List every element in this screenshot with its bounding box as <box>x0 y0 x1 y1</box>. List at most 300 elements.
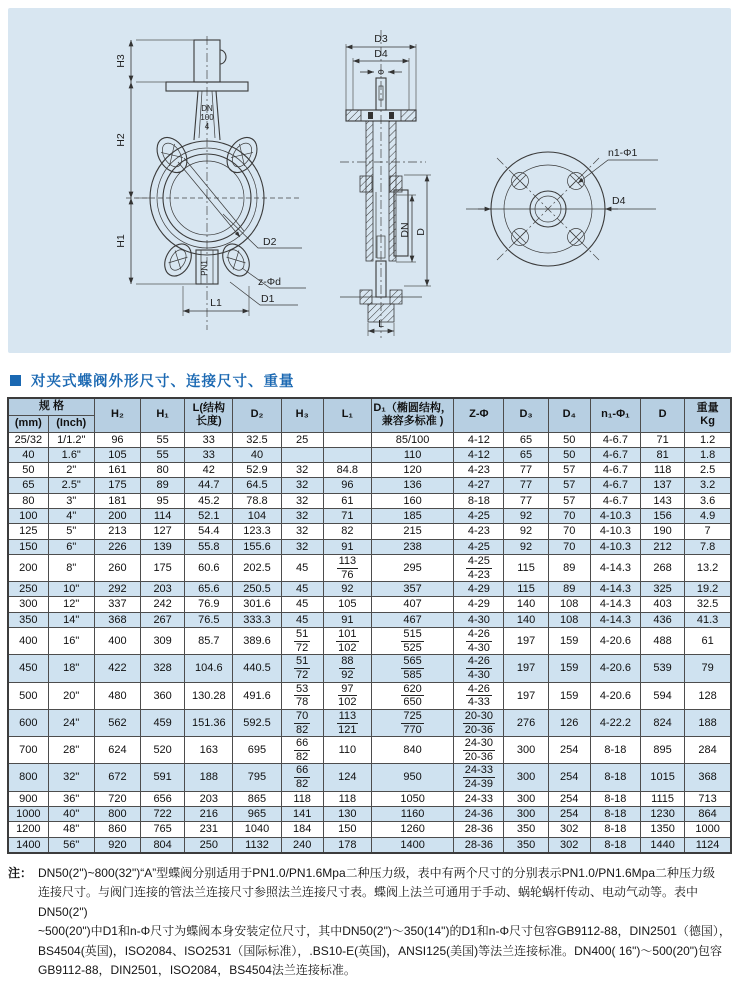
table-cell: 125 <box>8 524 48 539</box>
column-header: n₁-Φ₁ <box>590 398 640 432</box>
table-body <box>8 432 731 853</box>
table-cell: 8-18 <box>590 737 640 764</box>
table-cell: $\frac{24-30}{20-36}$ <box>454 737 504 764</box>
table-cell: 80 <box>8 493 48 508</box>
table-cell: 276 <box>504 709 548 736</box>
table-cell: 71 <box>323 508 371 523</box>
table-cell: 24" <box>48 709 94 736</box>
table-cell: 120 <box>371 463 453 478</box>
table-cell: 85/100 <box>371 432 453 447</box>
table-cell: 84.8 <box>323 463 371 478</box>
table-cell: 242 <box>141 597 185 612</box>
table-cell: 78.8 <box>233 493 281 508</box>
table-cell: 4-22.2 <box>590 709 640 736</box>
table-cell: 28-36 <box>454 822 504 837</box>
table-cell: 350 <box>8 612 48 627</box>
table-row <box>8 807 731 822</box>
table-cell: 33 <box>185 432 233 447</box>
table-cell: 123.3 <box>233 524 281 539</box>
table-cell: 3.6 <box>685 493 731 508</box>
column-header-spec: 规 格 <box>8 398 94 415</box>
table-cell: 50 <box>548 432 590 447</box>
table-cell: 254 <box>548 764 590 791</box>
dim-d4-label: D4 <box>374 48 388 60</box>
footnote-line: 连接尺寸。与阀门连接的管法兰连接尺寸参照法兰连接尺寸表。蝶阀上法兰可通用于手动、蜗轮蜗杆传动、电动气动等。表中DN50(2") <box>38 885 699 919</box>
table-cell: 115 <box>504 554 548 581</box>
table-cell: 55 <box>141 432 185 447</box>
table-cell: 65 <box>8 478 48 493</box>
table-cell: 4-23 <box>454 463 504 478</box>
table-cell: 895 <box>641 737 685 764</box>
table-row <box>8 478 731 493</box>
table-cell: 302 <box>548 822 590 837</box>
table-cell: 32 <box>281 493 323 508</box>
table-cell: 1/1.2" <box>48 432 94 447</box>
column-header: 重量 Kg <box>685 398 731 432</box>
table-cell: 656 <box>141 791 185 806</box>
table-cell: 57 <box>548 478 590 493</box>
table-cell: 178 <box>323 837 371 853</box>
table-cell: 108 <box>548 612 590 627</box>
table-cell: $\frac{66}{82}$ <box>281 764 323 791</box>
table-row <box>8 539 731 554</box>
table-cell: 480 <box>94 682 140 709</box>
dim-d3-label: D3 <box>374 33 388 45</box>
table-cell: 20" <box>48 682 94 709</box>
table-cell: 722 <box>141 807 185 822</box>
table-cell: 765 <box>141 822 185 837</box>
table-cell: 795 <box>233 764 281 791</box>
table-cell: 226 <box>94 539 140 554</box>
valve-drawing <box>8 8 731 352</box>
table-cell: 4-20.6 <box>590 655 640 682</box>
table-cell: 25 <box>281 432 323 447</box>
table-cell: 212 <box>641 539 685 554</box>
table-cell: 2.5" <box>48 478 94 493</box>
valve-drawing-panel <box>8 8 731 353</box>
table-cell: 400 <box>94 628 140 655</box>
table-cell: 824 <box>641 709 685 736</box>
table-cell: 95 <box>141 493 185 508</box>
section-title <box>10 370 739 391</box>
table-cell: 4-6.7 <box>590 447 640 462</box>
table-cell: 139 <box>141 539 185 554</box>
column-header: H₁ <box>141 398 185 432</box>
table-cell: 104.6 <box>185 655 233 682</box>
table-cell: 155.6 <box>233 539 281 554</box>
footnote <box>8 864 732 981</box>
front-view <box>115 36 306 330</box>
table-cell: 96 <box>94 432 140 447</box>
table-cell: 2.5 <box>685 463 731 478</box>
table-cell: 284 <box>685 737 731 764</box>
footnote-line: GB9112-88，DIN2501，ISO2084，BS4504法兰连接标准。 <box>38 963 356 978</box>
table-cell: 8-18 <box>590 807 640 822</box>
table-cell: 85.7 <box>185 628 233 655</box>
neck-dn-label: DN <box>201 104 213 113</box>
table-cell: 127 <box>141 524 185 539</box>
table-row <box>8 709 731 736</box>
table-cell: 118 <box>281 791 323 806</box>
table-cell: $\frac{20-30}{20-36}$ <box>454 709 504 736</box>
table-cell: 250 <box>185 837 233 853</box>
table-cell: 1015 <box>641 764 685 791</box>
table-cell: 24-36 <box>454 807 504 822</box>
table-cell: 105 <box>94 447 140 462</box>
table-cell: 300 <box>504 807 548 822</box>
table-cell: 200 <box>8 554 48 581</box>
table-row <box>8 628 731 655</box>
table-cell: 118 <box>323 791 371 806</box>
table-cell: 81 <box>641 447 685 462</box>
table-cell: 197 <box>504 628 548 655</box>
table-cell: 238 <box>371 539 453 554</box>
table-cell: 56" <box>48 837 94 853</box>
table-cell: 4-12 <box>454 432 504 447</box>
table-cell: 159 <box>548 628 590 655</box>
table-cell: 76.5 <box>185 612 233 627</box>
table-cell: 4-14.3 <box>590 582 640 597</box>
table-cell: 28" <box>48 737 94 764</box>
table-cell: 3" <box>48 493 94 508</box>
dim-d-label: D <box>415 228 427 236</box>
table-cell: 8-18 <box>590 764 640 791</box>
table-cell: 96 <box>323 478 371 493</box>
table-row <box>8 822 731 837</box>
table-cell: 40 <box>233 447 281 462</box>
table-cell: 4-10.3 <box>590 539 640 554</box>
table-cell: 520 <box>141 737 185 764</box>
dim-dn-label: DN <box>399 222 411 238</box>
table-cell: 592.5 <box>233 709 281 736</box>
table-cell: 216 <box>185 807 233 822</box>
table-cell: 7 <box>685 524 731 539</box>
table-cell: 4-25 <box>454 508 504 523</box>
table-cell: 865 <box>233 791 281 806</box>
table-cell: $\frac{4-26}{4-30}$ <box>454 628 504 655</box>
table-cell: 91 <box>323 612 371 627</box>
table-cell: 804 <box>141 837 185 853</box>
column-header: D₃ <box>504 398 548 432</box>
table-row <box>8 447 731 462</box>
table-cell: 70 <box>548 508 590 523</box>
table-cell: 202.5 <box>233 554 281 581</box>
table-row <box>8 612 731 627</box>
table-cell: 713 <box>685 791 731 806</box>
table-cell: 114 <box>141 508 185 523</box>
table-cell: $\frac{101}{102}$ <box>323 628 371 655</box>
table-cell: 110 <box>323 737 371 764</box>
dim-phi-label: Φ <box>377 68 385 77</box>
table-cell: 45 <box>281 554 323 581</box>
table-cell: 491.6 <box>233 682 281 709</box>
table-row <box>8 682 731 709</box>
table-cell: 64.5 <box>233 478 281 493</box>
table-cell: 4-29 <box>454 597 504 612</box>
table-row <box>8 737 731 764</box>
table-cell: 467 <box>371 612 453 627</box>
dimensions-table <box>7 397 732 854</box>
table-cell: 389.6 <box>233 628 281 655</box>
table-cell: 61 <box>685 628 731 655</box>
table-cell: 130.28 <box>185 682 233 709</box>
column-header: D <box>641 398 685 432</box>
footnote-line: ~500(20")中D1和n-Φ尺寸为蝶阀本身安装定位尺寸，其中DN50(2")～350(14")的D1和n-Φ尺寸包容GB9112-88，DIN2501（德国）， <box>38 924 731 939</box>
table-cell: 2" <box>48 463 94 478</box>
table-cell: 562 <box>94 709 140 736</box>
table-cell: 175 <box>94 478 140 493</box>
table-cell: 4-14.3 <box>590 597 640 612</box>
column-header: H₃ <box>281 398 323 432</box>
table-cell: $\frac{620}{650}$ <box>371 682 453 709</box>
table-cell: 200 <box>94 508 140 523</box>
table-cell: 8" <box>48 554 94 581</box>
table-cell: $\frac{70}{82}$ <box>281 709 323 736</box>
table-cell: 197 <box>504 682 548 709</box>
table-cell: 79 <box>685 655 731 682</box>
table-cell: 77 <box>504 463 548 478</box>
table-cell: 57 <box>548 463 590 478</box>
table-cell: 240 <box>281 837 323 853</box>
table-cell: 539 <box>641 655 685 682</box>
table-cell: 45 <box>281 597 323 612</box>
table-cell: 80 <box>141 463 185 478</box>
table-cell: 600 <box>8 709 48 736</box>
table-row <box>8 791 731 806</box>
neck-num-label: 4 <box>204 122 210 131</box>
table-cell: 190 <box>641 524 685 539</box>
table-cell: 4-20.6 <box>590 628 640 655</box>
table-cell: 32 <box>281 524 323 539</box>
table-cell: 301.6 <box>233 597 281 612</box>
table-cell: 57 <box>548 493 590 508</box>
table-cell: 52.9 <box>233 463 281 478</box>
table-cell: 159 <box>548 655 590 682</box>
table-cell: 13.2 <box>685 554 731 581</box>
table-cell: 89 <box>141 478 185 493</box>
table-cell: 672 <box>94 764 140 791</box>
table-cell: $\frac{51}{72}$ <box>281 628 323 655</box>
dim-d2-label: D2 <box>263 236 277 248</box>
side-section-view <box>340 30 431 338</box>
table-cell: 1400 <box>8 837 48 853</box>
column-header: D₁（椭圆结构， 兼容多标准 ) <box>371 398 453 432</box>
table-row <box>8 655 731 682</box>
section-title-text: 对夹式蝶阀外形尺寸、连接尺寸、重量 <box>31 374 295 390</box>
table-cell: 104 <box>233 508 281 523</box>
table-cell: 28-36 <box>454 837 504 853</box>
table-cell: 188 <box>685 709 731 736</box>
flange-n1phi1-label: n1-Φ1 <box>608 147 638 159</box>
table-cell: 840 <box>371 737 453 764</box>
table-cell: 309 <box>141 628 185 655</box>
table-cell: 32.5 <box>233 432 281 447</box>
table-cell: $\frac{113}{121}$ <box>323 709 371 736</box>
table-cell: 143 <box>641 493 685 508</box>
table-cell: 407 <box>371 597 453 612</box>
table-cell: 1115 <box>641 791 685 806</box>
table-cell: $\frac{88}{92}$ <box>323 655 371 682</box>
table-cell: 45.2 <box>185 493 233 508</box>
table-cell: 4-20.6 <box>590 682 640 709</box>
table-cell: 254 <box>548 737 590 764</box>
table-cell: 700 <box>8 737 48 764</box>
table-cell: 12" <box>48 597 94 612</box>
table-cell: 32 <box>281 478 323 493</box>
table-cell: 459 <box>141 709 185 736</box>
table-cell: 624 <box>94 737 140 764</box>
table-cell: 695 <box>233 737 281 764</box>
table-cell: 4-29 <box>454 582 504 597</box>
table-row <box>8 508 731 523</box>
table-cell: 250 <box>8 582 48 597</box>
table-cell: 1440 <box>641 837 685 853</box>
table-cell: $\frac{97}{102}$ <box>323 682 371 709</box>
table-cell: 500 <box>8 682 48 709</box>
table-cell: 55.8 <box>185 539 233 554</box>
table-cell: 188 <box>185 764 233 791</box>
table-cell: $\frac{113}{76}$ <box>323 554 371 581</box>
table-cell: 300 <box>8 597 48 612</box>
table-cell: 76.9 <box>185 597 233 612</box>
table-cell <box>323 447 371 462</box>
table-cell: 1040 <box>233 822 281 837</box>
table-cell: $\frac{565}{585}$ <box>371 655 453 682</box>
table-cell: 185 <box>371 508 453 523</box>
table-cell: 300 <box>504 791 548 806</box>
table-cell: 436 <box>641 612 685 627</box>
table-cell: 92 <box>504 508 548 523</box>
table-cell: 40" <box>48 807 94 822</box>
table-cell: 400 <box>8 628 48 655</box>
table-cell: 4-14.3 <box>590 554 640 581</box>
table-cell: 92 <box>323 582 371 597</box>
table-cell: 268 <box>641 554 685 581</box>
table-cell: 1350 <box>641 822 685 837</box>
column-subheader: (mm) <box>8 415 48 432</box>
table-cell: 41.3 <box>685 612 731 627</box>
table-cell: 368 <box>94 612 140 627</box>
table-cell: 44.7 <box>185 478 233 493</box>
table-cell: $\frac{53}{78}$ <box>281 682 323 709</box>
table-cell: 4-6.7 <box>590 478 640 493</box>
table-cell: 110 <box>371 447 453 462</box>
table-cell: $\frac{4-26}{4-30}$ <box>454 655 504 682</box>
table-cell: 65.6 <box>185 582 233 597</box>
table-cell: 1050 <box>371 791 453 806</box>
table-cell: 140 <box>504 597 548 612</box>
table-cell: 163 <box>185 737 233 764</box>
table-cell: 124 <box>323 764 371 791</box>
table-cell: 50 <box>8 463 48 478</box>
table-cell: 350 <box>504 822 548 837</box>
table-cell: 156 <box>641 508 685 523</box>
table-cell: 14" <box>48 612 94 627</box>
table-cell: 77 <box>504 478 548 493</box>
table-cell: 300 <box>504 764 548 791</box>
table-cell: 215 <box>371 524 453 539</box>
table-cell: 4" <box>48 508 94 523</box>
column-header: D₂ <box>233 398 281 432</box>
column-header: H₂ <box>94 398 140 432</box>
table-cell: 1000 <box>685 822 731 837</box>
table-cell: 295 <box>371 554 453 581</box>
table-cell: 40 <box>8 447 48 462</box>
table-cell: 360 <box>141 682 185 709</box>
table-cell: 55 <box>141 447 185 462</box>
table-cell: 8-18 <box>590 837 640 853</box>
table-cell: 594 <box>641 682 685 709</box>
table-cell: 161 <box>94 463 140 478</box>
table-cell: 302 <box>548 837 590 853</box>
table-cell: 488 <box>641 628 685 655</box>
flange-d4-label: D4 <box>612 195 626 207</box>
table-row <box>8 493 731 508</box>
table-cell: 70 <box>548 539 590 554</box>
table-cell: 8-18 <box>590 791 640 806</box>
table-cell: 1230 <box>641 807 685 822</box>
table-row <box>8 554 731 581</box>
table-cell: 45 <box>281 612 323 627</box>
table-cell: 48" <box>48 822 94 837</box>
table-cell: 231 <box>185 822 233 837</box>
table-cell: 591 <box>141 764 185 791</box>
table-cell: 71 <box>641 432 685 447</box>
table-cell: 4-25 <box>454 539 504 554</box>
table-row <box>8 432 731 447</box>
table-cell: 36" <box>48 791 94 806</box>
table-cell: 32 <box>281 463 323 478</box>
table-cell: 32 <box>281 539 323 554</box>
table-cell: 4-14.3 <box>590 612 640 627</box>
table-cell: 159 <box>548 682 590 709</box>
table-cell: 213 <box>94 524 140 539</box>
table-cell: 720 <box>94 791 140 806</box>
table-cell: 254 <box>548 807 590 822</box>
table-cell: 357 <box>371 582 453 597</box>
table-cell: 65 <box>504 432 548 447</box>
table-cell: $\frac{24-33}{24-39}$ <box>454 764 504 791</box>
table-cell: $\frac{4-25}{4-23}$ <box>454 554 504 581</box>
table-cell: 91 <box>323 539 371 554</box>
table-cell: 292 <box>94 582 140 597</box>
table-cell: 16" <box>48 628 94 655</box>
table-cell: 328 <box>141 655 185 682</box>
table-cell: 1124 <box>685 837 731 853</box>
table-row <box>8 463 731 478</box>
table-cell: 6" <box>48 539 94 554</box>
table-cell: 1132 <box>233 837 281 853</box>
table-cell: 181 <box>94 493 140 508</box>
table-cell: 115 <box>504 582 548 597</box>
table-cell: 1160 <box>371 807 453 822</box>
table-cell: 32.5 <box>685 597 731 612</box>
dim-l-label: L <box>378 318 384 330</box>
table-cell: 136 <box>371 478 453 493</box>
table-cell: 1.8 <box>685 447 731 462</box>
table-cell: 4-23 <box>454 524 504 539</box>
table-cell: 8-18 <box>454 493 504 508</box>
dim-h1-label: H1 <box>115 234 127 248</box>
table-cell: 18" <box>48 655 94 682</box>
table-cell: 5" <box>48 524 94 539</box>
table-cell: 42 <box>185 463 233 478</box>
table-cell: 1260 <box>371 822 453 837</box>
table-cell: 140 <box>504 612 548 627</box>
table-cell: 25/32 <box>8 432 48 447</box>
table-cell: 65 <box>504 447 548 462</box>
table-cell: 150 <box>323 822 371 837</box>
